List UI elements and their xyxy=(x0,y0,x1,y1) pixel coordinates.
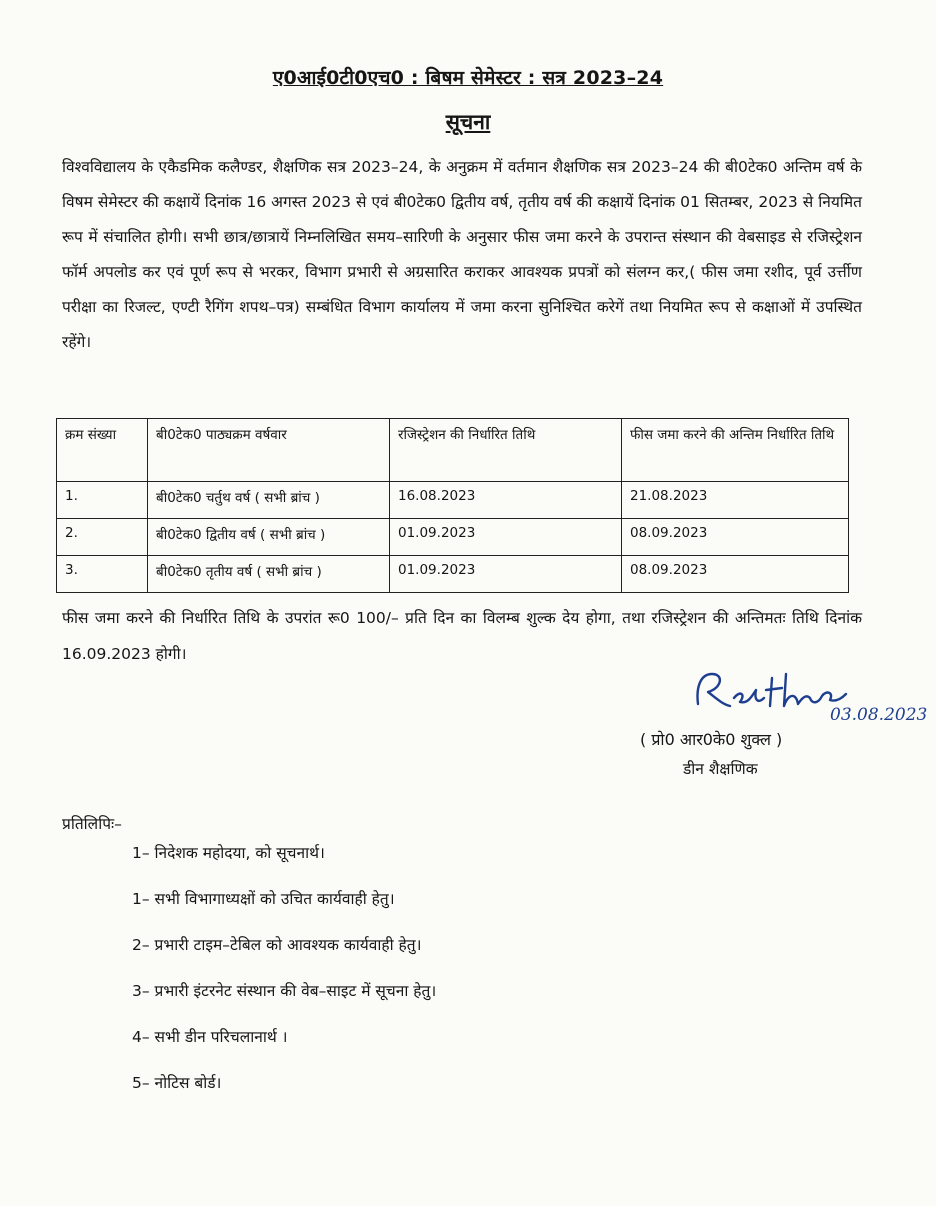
list-item: 3– प्रभारी इंटरनेट संस्थान की वेब–साइट में सूचना हेतु। xyxy=(132,982,437,1000)
header-registration-date: रजिस्ट्रेशन की निर्धारित तिथि xyxy=(390,419,622,482)
cell-fee-date: 08.09.2023 xyxy=(622,556,849,593)
header-fee-last-date: फीस जमा करने की अन्तिम निर्धारित तिथि xyxy=(622,419,849,482)
cell-registration-date: 01.09.2023 xyxy=(390,556,622,593)
cell-serial: 1. xyxy=(57,482,148,519)
notice-heading: सूचना xyxy=(445,110,491,134)
cell-registration-date: 16.08.2023 xyxy=(390,482,622,519)
notice-title: ए0आई0टी0एच0 : बिषम सेमेस्टर : सत्र 2023–24 xyxy=(272,67,664,89)
table-header-row xyxy=(57,419,849,482)
copy-to-list xyxy=(132,830,436,1106)
table-row xyxy=(57,482,849,519)
copy-to-heading: प्रतिलिपिः– xyxy=(62,815,122,833)
list-item: 1– सभी विभागाध्यक्षों को उचित कार्यवाही हेतु। xyxy=(132,890,395,908)
table-row xyxy=(57,556,849,593)
notice-body-paragraph: विश्वविद्यालय के एकैडमिक कलैण्डर, शैक्षणिक सत्र 2023–24, के अनुक्रम में वर्तमान शैक्षणिक सत्र 2023–24 की बी0टेक0 अन्तिम वर्ष के विषम सेमेस्टर की कक्षायें दिनांक 16 अगस्त 2023 से एवं बी0टेक0 द्वितीय वर्ष, तृतीय वर्ष की कक्षायें दिनांक 01 सितम्बर, 2023 से नियमित रूप में संचालित होगी। सभी छात्र/छात्रायें निम्नलिखित समय–सारिणी के अनुसार फीस जमा करने के उपरान्त संस्थान की वेबसाइड से रजिस्ट्रेशन फॉर्म अपलोड कर एवं पूर्ण रूप से भरकर, विभाग प्रभारी से अग्रसारित कराकर आवश्यक प्रपत्रों को संलग्न कर,( फीस जमा रशीद, पूर्व उर्त्तीण परीक्षा का रिजल्ट, एण्टी रैगिंग शपथ–पत्र) सम्बंधित विभाग कार्यालय में जमा करना सुनिश्चित करेगें तथा नियमित रूप से कक्षाओं में उपस्थित रहेंगे। xyxy=(62,158,862,351)
handwritten-signature xyxy=(690,660,930,730)
cell-fee-date: 08.09.2023 xyxy=(622,519,849,556)
signatory-designation: डीन शैक्षणिक xyxy=(683,760,758,778)
registration-schedule-table xyxy=(56,418,849,593)
header-serial: क्रम संख्या xyxy=(57,419,148,482)
list-item: 4– सभी डीन परिचलानार्थ । xyxy=(132,1028,288,1046)
header-course: बी0टेक0 पाठ्यक्रम वर्षवार xyxy=(148,419,390,482)
cell-serial: 3. xyxy=(57,556,148,593)
cell-registration-date: 01.09.2023 xyxy=(390,519,622,556)
late-fee-note: फीस जमा करने की निर्धारित तिथि के उपरांत रू0 100/– प्रति दिन का विलम्ब शुल्क देय होगा, तथा रजिस्ट्रेशन की अन्तिमतः तिथि दिनांक 16.09.2023 होगी। xyxy=(62,609,862,663)
cell-course: बी0टेक0 चर्तुथ वर्ष ( सभी ब्रांच ) xyxy=(148,482,390,519)
list-item: 2– प्रभारी टाइम–टेबिल को आवश्यक कार्यवाही हेतु। xyxy=(132,936,422,954)
list-item: 1– निदेशक महोदया, को सूचनार्थ। xyxy=(132,844,325,862)
cell-course: बी0टेक0 तृतीय वर्ष ( सभी ब्रांच ) xyxy=(148,556,390,593)
cell-serial: 2. xyxy=(57,519,148,556)
signature-date: 03.08.2023 xyxy=(830,705,928,725)
cell-course: बी0टेक0 द्वितीय वर्ष ( सभी ब्रांच ) xyxy=(148,519,390,556)
signatory-name: ( प्रो0 आर0के0 शुक्ल ) xyxy=(640,730,783,749)
cell-fee-date: 21.08.2023 xyxy=(622,482,849,519)
table-row xyxy=(57,519,849,556)
list-item: 5– नोटिस बोर्ड। xyxy=(132,1074,222,1092)
